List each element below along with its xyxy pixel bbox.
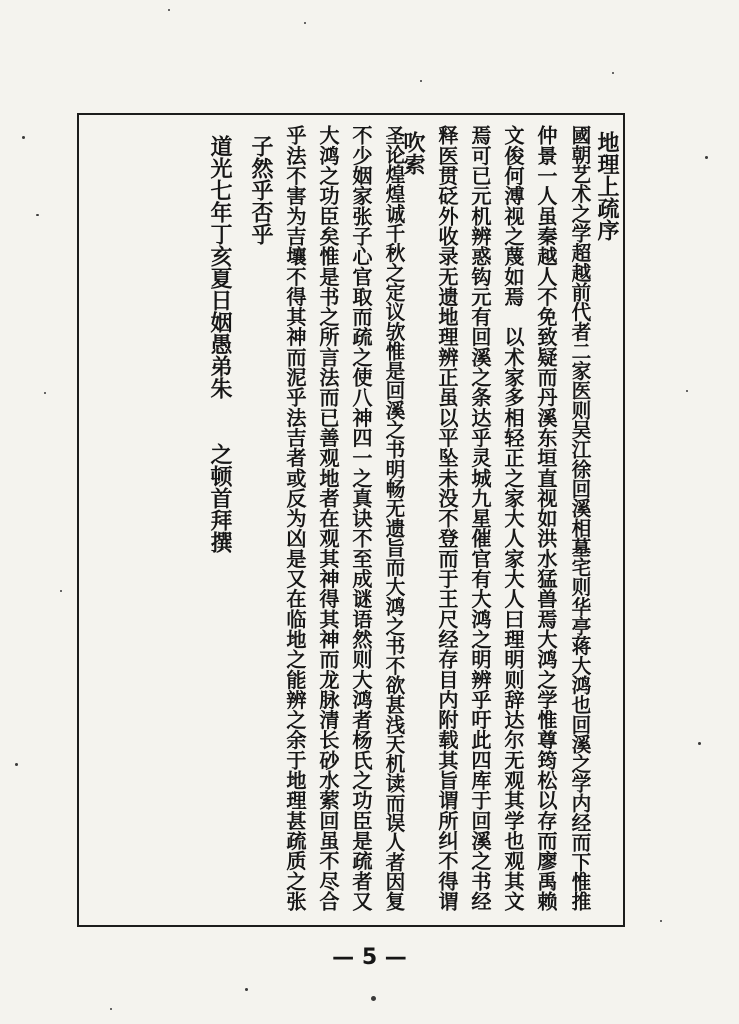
text-column: 文俊何溥视之蔑如焉 以术家多相轻正之家大人家大人曰理明则辞达尔无观其学也观其文 <box>501 125 525 911</box>
text-column: 乎法不害为吉壤不得其神而泥乎法吉者或反为凶是又在临地之能辨之余于地理甚疏质之张 <box>283 125 307 911</box>
scan-speck <box>245 988 248 991</box>
scan-speck <box>15 763 18 766</box>
text-column: 國朝艺术之学超越前代者二家医则吴江徐回溪相墓宅则华亭蒋大鸿也回溪之学内经而下惟推 <box>568 125 591 911</box>
scan-speck <box>371 996 376 1001</box>
scan-speck <box>44 392 46 394</box>
text-column: 大鸿之功臣矣惟是书之所言法而已善观地者在观其神得其神而龙脉清长砂水萦回虽不尽合 <box>316 125 340 911</box>
signature-line: 道光七年丁亥夏日姻愚弟朱 之顿首拜撰 <box>207 135 233 553</box>
text-column: 不少姻家张子心官取而疏之使八神四一之真诀不至成谜语然则大鸿者杨氏之功臣是疏者又 <box>349 125 373 911</box>
scan-speck <box>110 1008 112 1010</box>
text-column: 圣论煌煌诚千秋之定议欤惟是回溪之书明畅无遗旨而大鸿之书不欲甚浅天机读而误人者因复 <box>382 125 405 911</box>
scan-speck <box>168 9 170 11</box>
text-frame <box>77 113 625 927</box>
scan-speck <box>420 80 422 82</box>
text-column: 释医贯砭外收录无遗地理辨正虽以平坠未没不登而于王尺经存目内附载其旨谓所纠不得谓 <box>435 125 459 911</box>
text-column: 焉可已元机辨惑钩元有回溪之条达乎灵城九星催官有大鸿之明辨乎吁此四库于回溪之书经 <box>468 125 492 911</box>
column-title: 地理上疏序 <box>594 131 620 241</box>
scan-speck <box>698 742 701 745</box>
scan-speck <box>36 214 39 216</box>
scan-speck <box>22 136 25 139</box>
scan-speck <box>612 72 614 74</box>
text-column: 吹索 <box>400 131 426 175</box>
scan-speck <box>304 22 306 24</box>
scan-speck <box>60 590 62 592</box>
text-column: 子然乎否乎 <box>248 135 274 245</box>
text-column: 仲景一人虽秦越人不免致疑而丹溪东垣直视如洪水猛兽焉大鸿之学惟尊筠松以存而廖禹赖 <box>534 125 558 911</box>
scan-speck <box>660 920 662 922</box>
scan-speck <box>686 390 688 392</box>
scan-speck <box>705 156 708 159</box>
page-number: — 5 — <box>332 945 407 970</box>
